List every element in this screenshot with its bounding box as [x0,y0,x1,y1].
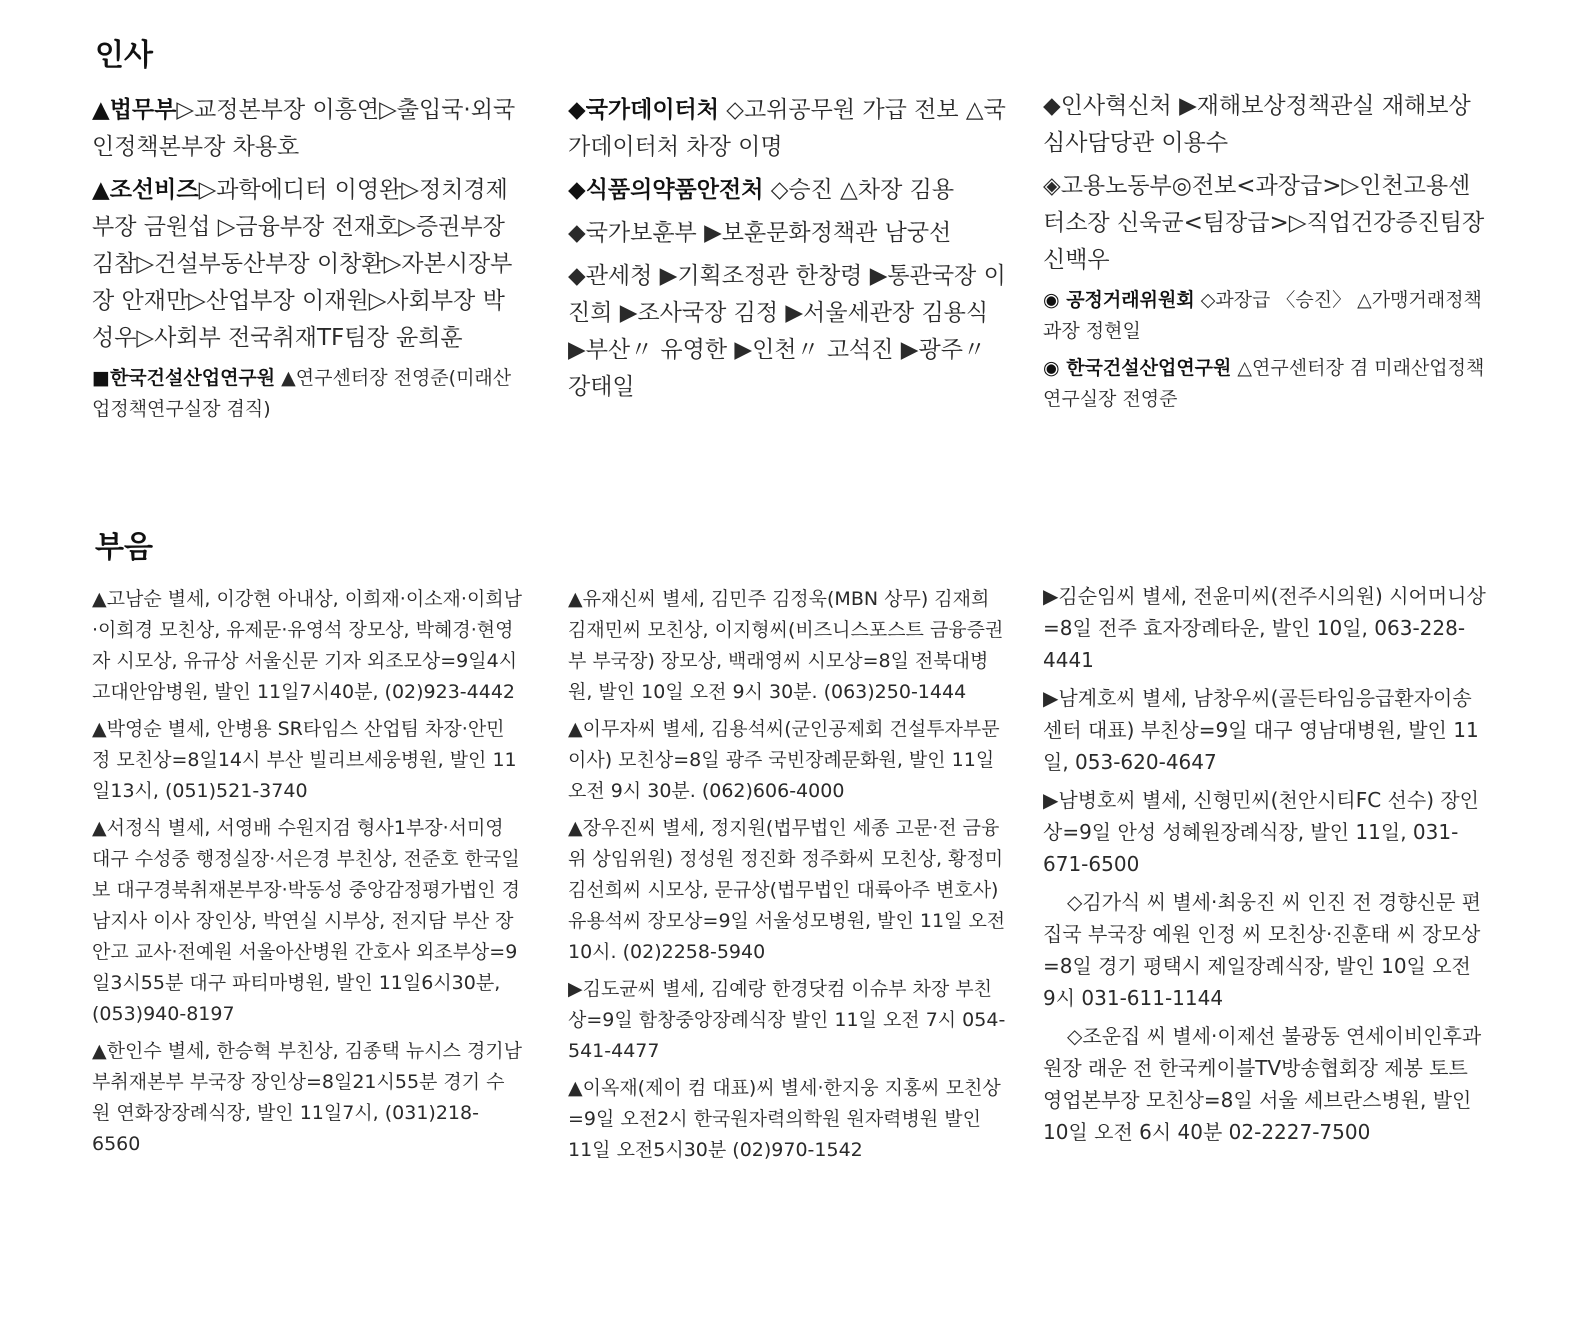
insa-column-3 [1043,88,1488,421]
item-text: ◆인사혁신처 ▶재해보상정책관실 재해보상심사담당관 이용수 [1043,93,1471,156]
obituary-item: ◇조운집 씨 별세·이제선 불광동 연세이비인후과 원장 래운 전 한국케이블TV방송협회장 제봉 토트 영업본부장 모친상=8일 서울 세브란스병원, 발인 10일 오전 6시 40분 02-2227-7500 [1043,1024,1482,1144]
obituary-item: ▲고남순 별세, 이강현 아내상, 이희재·이소재·이희남·이희경 모친상, 유제문·유영석 장모상, 박혜경·현영자 시모상, 유규상 서울신문 기자 외조모상=9일4시 고대안암병원, 발인 11일7시40분, (02)923-4442 [92,588,523,703]
item-text: ◆국가보훈부 ▶보훈문화정책관 남궁선 [568,220,952,246]
item-head: ▲법무부 [92,97,177,123]
obituary-item: ▲이무자씨 별세, 김용석씨(군인공제회 건설투자부문 이사) 모친상=8일 광주 국빈장례문화원, 발인 11일 오전 9시 30분. (062)606-4000 [568,718,1000,802]
item-text: ▷교정본부장 이흥연▷출입국·외국인정책본부장 차용호 [92,97,516,160]
insa-item [92,172,522,357]
item-text: ▷과학에디터 이영완▷정치경제부장 금원섭 ▷금융부장 전재호▷증권부장 김참▷건설부동산부장 이창환▷자본시장부장 안재만▷산업부장 이재원▷사회부장 박성우▷사회부 전국취재TF팀장 윤희훈 [92,177,513,351]
insa-column-1 [92,92,522,431]
bueum-column-2 [568,584,1008,1172]
insa-item [568,258,1008,406]
section-title-bueum: 부음 [95,530,153,565]
insa-item [1043,168,1488,279]
section-title-insa: 인사 [95,38,153,73]
obituary-item: ▲한인수 별세, 한승혁 부친상, 김종택 뉴시스 경기남부취재본부 부국장 장인상=8일21시55분 경기 수원 연화장장례식장, 발인 11일7시, (031)218-6560 [92,1040,523,1155]
insa-item [568,92,1008,166]
item-head: ▲조선비즈 [92,177,199,203]
insa-item [568,215,1008,252]
item-text: ◇과장급 〈승진〉 △가맹거래정책과장 정현일 [1043,289,1482,342]
item-head: ◉ 공정거래위원회 [1043,289,1195,311]
obituary-item: ▲장우진씨 별세, 정지원(법무법인 세종 고문·전 금융위 상임위원) 정성원 정진화 정주화씨 모친상, 황정미 김선희씨 시모상, 문규상(법무법인 대륙아주 변호사) 유용석씨 장모상=9일 서울성모병원, 발인 11일 오전 10시. (02)2258-5940 [568,817,1006,963]
obituary-item: ▲서정식 별세, 서영배 수원지검 형사1부장·서미영 대구 수성중 행정실장·서은경 부친상, 전준호 한국일보 대구경북취재본부장·박동성 중앙감정평가법인 경남지사 이사 장인상, 박연실 시부상, 전지담 부산 장안고 교사·전예원 서울아산병원 간호사 외조부상=9일3시55분 대구 파티마병원, 발인 11일6시30분, (053)940-8197 [92,817,520,1025]
insa-item [1043,285,1488,347]
item-head: ■한국건설산업연구원 [92,367,276,389]
item-text: ◇승진 △차장 김용 [763,177,955,203]
insa-item [1043,353,1488,415]
bueum-column-1 [92,584,522,1166]
item-text: ▲연구센터장 전영준(미래산업정책연구실장 겸직) [92,367,512,420]
item-text: ◈고용노동부◎전보<과장급>▷인천고용센터소장 신욱균<팀장급>▷직업건강증진팀장 신백우 [1043,173,1485,273]
obituary-item: ▶남병호씨 별세, 신형민씨(천안시티FC 선수) 장인상=9일 안성 성혜원장례식장, 발인 11일, 031-671-6500 [1043,788,1480,876]
insa-item [1043,88,1488,162]
item-head: ◆국가데이터처 [568,97,719,123]
insa-item [92,363,522,425]
insa-item [568,172,1008,209]
obituary-item: ▶남계호씨 별세, 남창우씨(골든타임응급환자이송센터 대표) 부친상=9일 대구 영남대병원, 발인 11일, 053-620-4647 [1043,686,1479,774]
item-text: △연구센터장 겸 미래산업정책연구실장 전영준 [1043,357,1485,410]
obituary-item: ▲유재신씨 별세, 김민주 김정욱(MBN 상무) 김재희 김재민씨 모친상, 이지형씨(비즈니스포스트 금융증권부 부국장) 장모상, 백래영씨 시모상=8일 전북대병원, 발인 10일 오전 9시 30분. (063)250-1444 [568,588,1004,703]
item-text: ◇고위공무원 가급 전보 △국가데이터처 차장 이명 [568,97,1006,160]
item-text: ◆관세청 ▶기획조정관 한창령 ▶통관국장 이진희 ▶조사국장 김정 ▶서울세관장 김용식 ▶부산〃 유영한 ▶인천〃 고석진 ▶광주〃 강태일 [568,263,1006,400]
bueum-column-3 [1043,580,1488,1154]
obituary-item: ◇김가식 씨 별세·최웅진 씨 인진 전 경향신문 편집국 부국장 예원 인정 씨 모친상·진훈태 씨 장모상=8일 경기 평택시 제일장례식장, 발인 10일 오전 9시 031-611-1144 [1043,890,1481,1010]
item-head: ◆식품의약품안전처 [568,177,764,203]
insa-item [92,92,522,166]
obituary-item: ▶김도균씨 별세, 김예랑 한경닷컴 이슈부 차장 부친상=9일 함창중앙장례식장 발인 11일 오전 7시 054-541-4477 [568,978,1006,1062]
obituary-item: ▲이옥재(제이 컴 대표)씨 별세·한지웅 지홍씨 모친상=9일 오전2시 한국원자력의학원 원자력병원 발인 11일 오전5시30분 (02)970-1542 [568,1077,1001,1161]
obituary-item: ▶김순임씨 별세, 전윤미씨(전주시의원) 시어머니상=8일 전주 효자장례타운, 발인 10일, 063-228-4441 [1043,584,1486,672]
item-head: ◉ 한국건설산업연구원 [1043,357,1232,379]
obituary-item: ▲박영순 별세, 안병용 SR타임스 산업팀 차장·안민정 모친상=8일14시 부산 빌리브세웅병원, 발인 11일13시, (051)521-3740 [92,718,517,802]
insa-column-2 [568,92,1008,412]
